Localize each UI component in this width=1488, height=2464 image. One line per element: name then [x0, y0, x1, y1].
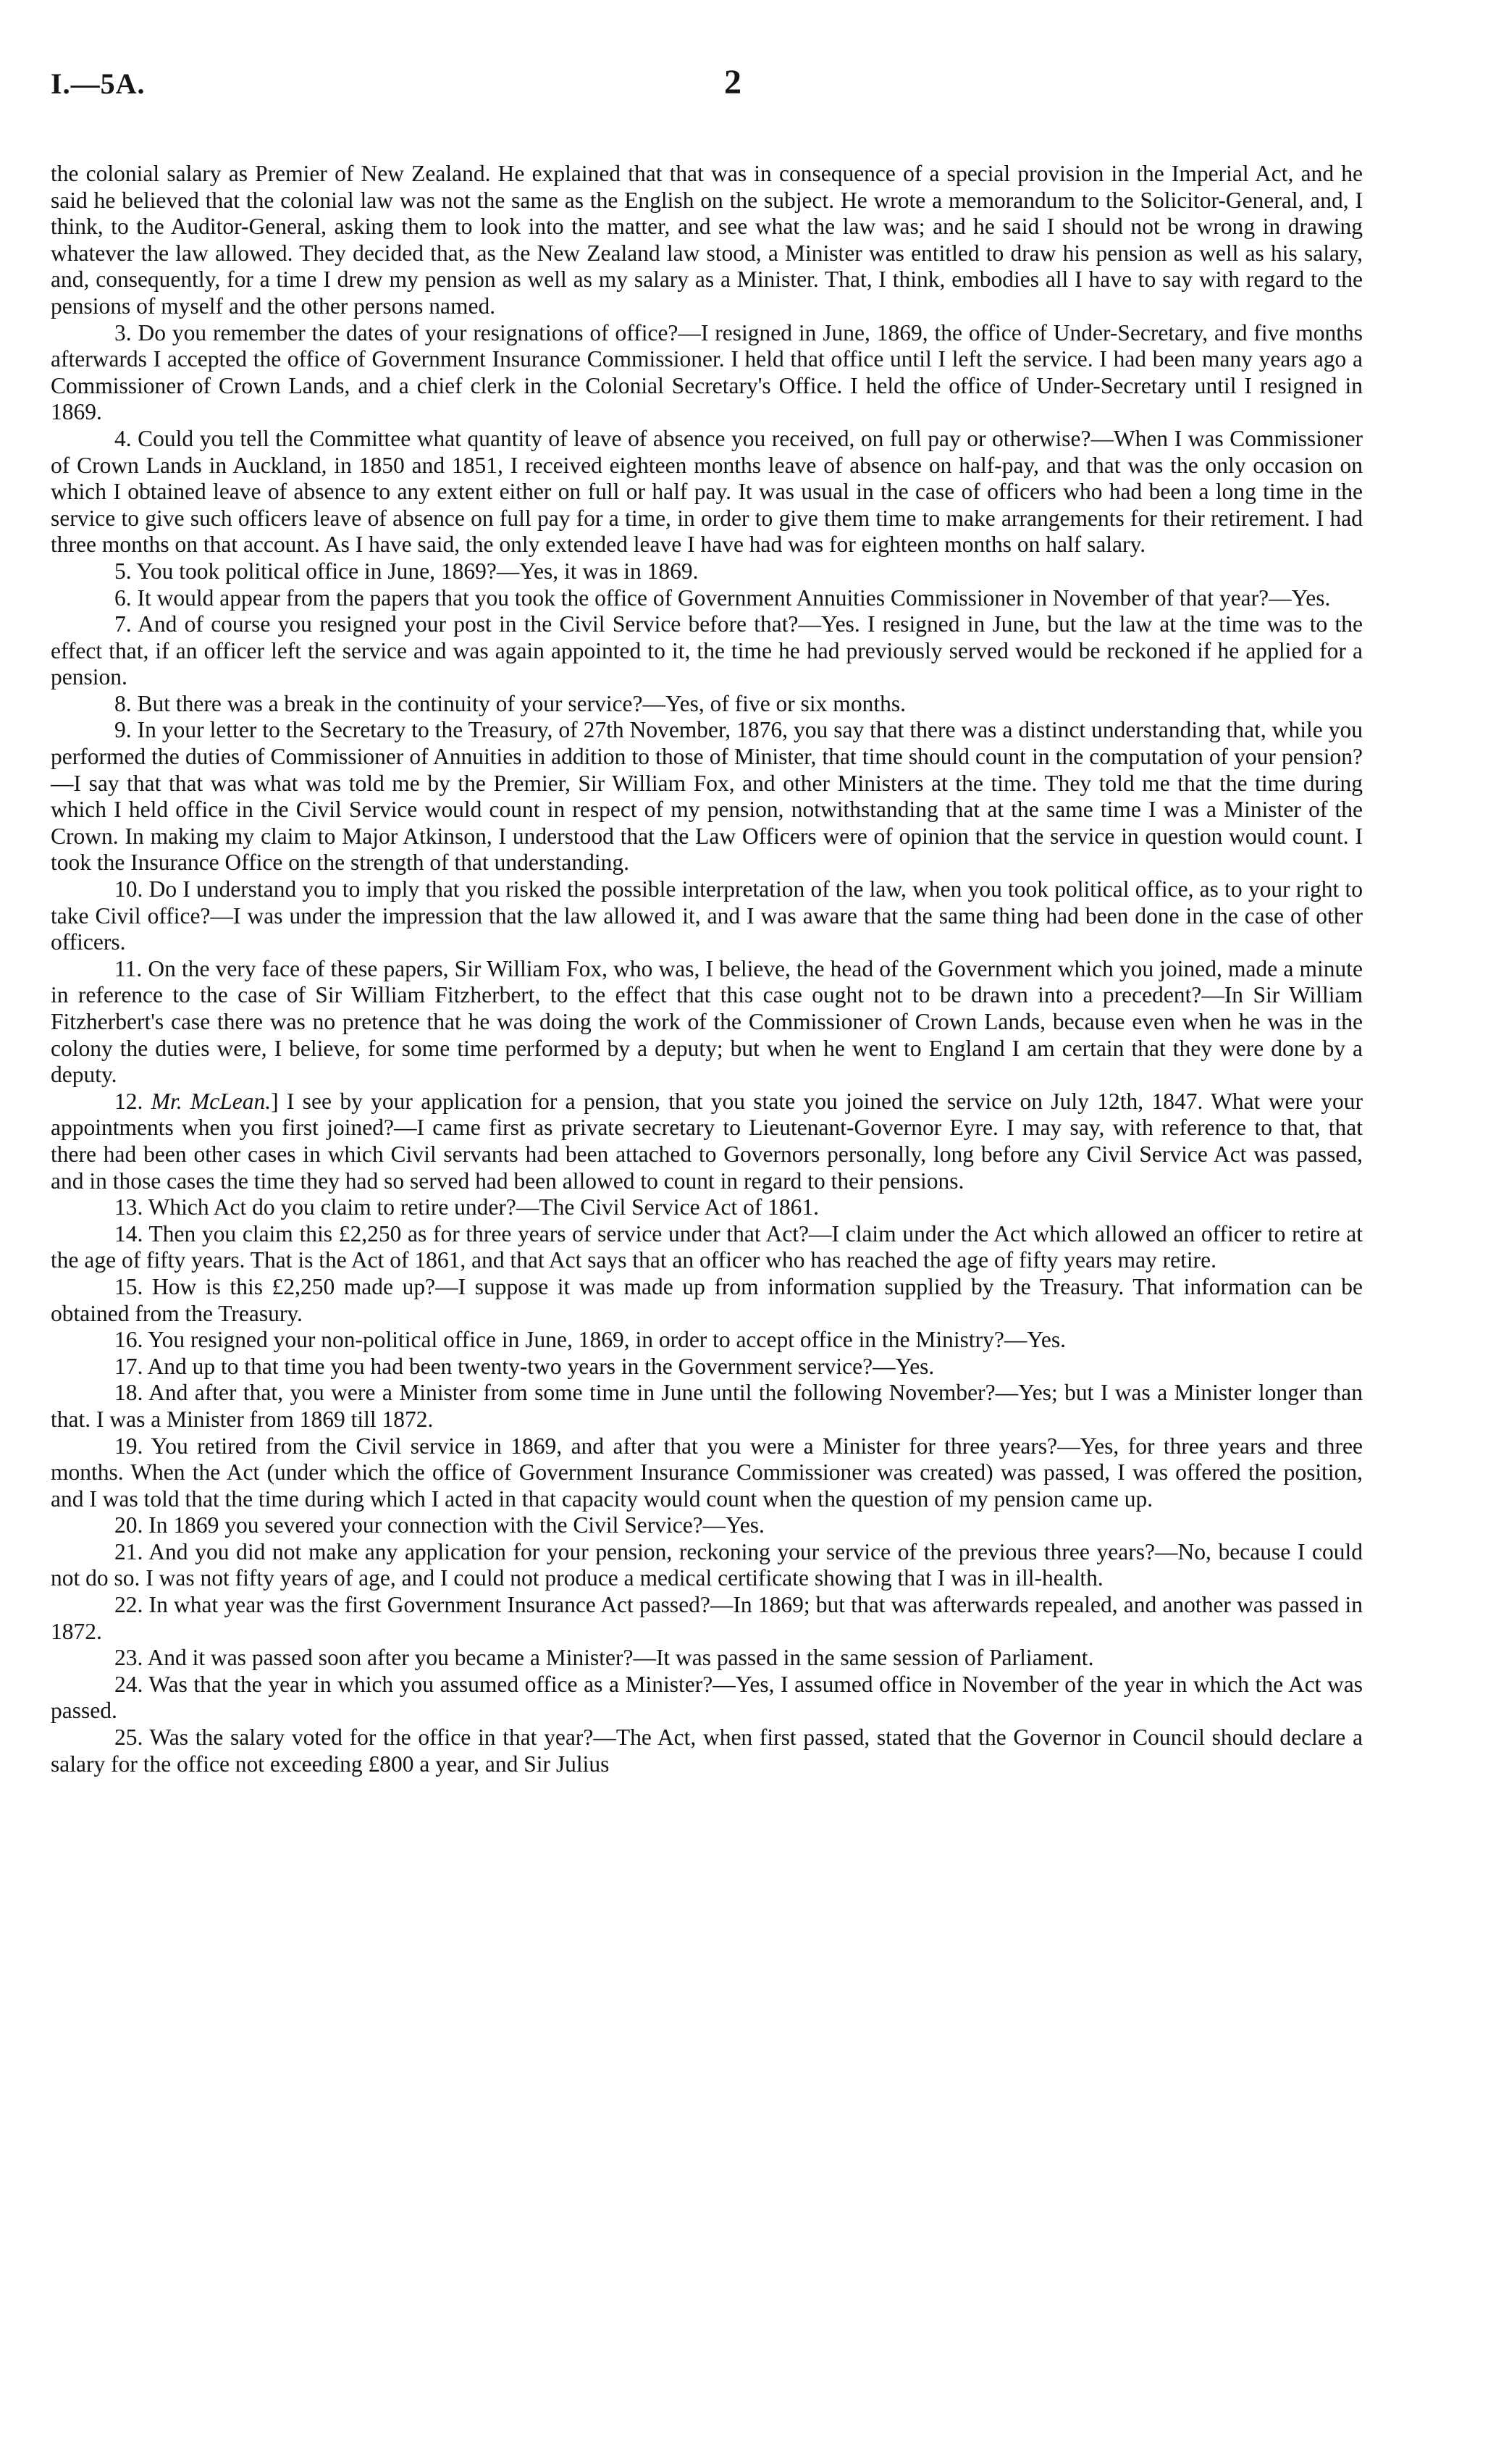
question-21: 21. And you did not make any application for your pension, reckoning your service of the previous three years?—No, because I could not do so. I was not fifty years of age, and I could not produce a medical certificate showing that I was in ill-health. [51, 1538, 1363, 1591]
minutes-of-evidence [51, 161, 1363, 1777]
question-23: 23. And it was passed soon after you became a Minister?—It was passed in the same session of Parliament. [114, 1645, 1094, 1671]
question-22: 22. In what year was the first Government Insurance Act passed?—In 1869; but that was afterwards repealed, and another was passed in 1872. [51, 1592, 1363, 1644]
document-reference: I.—5A. [51, 67, 146, 100]
question-8: 8. But there was a break in the continuity of your service?—Yes, of five or six months. [114, 690, 906, 716]
question-12 [51, 1089, 1363, 1194]
question-13: 13. Which Act do you claim to retire under?—The Civil Service Act of 1861. [114, 1194, 820, 1220]
speaker-name: Mr. McLean. [151, 1088, 272, 1114]
question-9: 9. In your letter to the Secretary to the Treasury, of 27th November, 1876, you say that there was a distinct understanding that, while you performed the duties of Commissioner of Annuities in addition to those of Minister, that time should count in the computation of your pension?—I say that that was what was told me by the Premier, Sir William Fox, and other Ministers at the time. They told me that the time during which I held office in the Civil Service would count in respect of my pension, notwithstanding that at the same time I was a Minister of the Crown. In making my claim to Major Atkinson, I understood that the Law Officers were of opinion that the service in question would count. I took the Insurance Office on the strength of that understanding. [51, 717, 1363, 876]
question-24: 24. Was that the year in which you assumed office as a Minister?—Yes, I assumed office in November of the year in which the Act was passed. [51, 1671, 1363, 1724]
question-16: 16. You resigned your non-political office in June, 1869, in order to accept office in the Ministry?—Yes. [114, 1327, 1067, 1353]
paragraph-continued: the colonial salary as Premier of New Zealand. He explained that that was in consequence of a special provision in the Imperial Act, and he said he believed that the colonial law was not the same as the English on the subject. He wrote a memorandum to the Solicitor-General, and, I think, to the Auditor-General, asking them to look into the matter, and see what the law was; and he said I should not be wrong in drawing whatever the law allowed. They decided that, as the New Zealand law stood, a Minister was entitled to draw his pension as well as his salary, and, consequently, for a time I drew my pension as well as my salary as a Minister. That, I think, embodies all I have to say with regard to the pensions of myself and the other persons named. [51, 161, 1363, 319]
question-3: 3. Do you remember the dates of your resignations of office?—I resigned in June, 1869, the office of Under-Secretary, and five months afterwards I accepted the office of Government Insurance Commissioner. I held that office until I left the service. I had been many years ago a Commissioner of Crown Lands, and a chief clerk in the Colonial Secretary's Office. I held the office of Under-Secretary until I resigned in 1869. [51, 319, 1363, 425]
question-11: 11. On the very face of these papers, Sir William Fox, who was, I believe, the head of the Government which you joined, made a minute in reference to the case of Sir William Fitzherbert, to the effect that this case ought not to be drawn into a precedent?—In Sir William Fitzherbert's case there was no pretence that he was doing the work of the Commissioner of Crown Lands, because even when he was in the colony the duties were, I believe, for some time performed by a deputy; but when he went to England I am certain that they were done by a deputy. [51, 955, 1363, 1088]
question-5: 5. You took political office in June, 1869?—Yes, it was in 1869. [114, 558, 699, 584]
question-20: 20. In 1869 you severed your connection with the Civil Service?—Yes. [114, 1512, 765, 1538]
question-7: 7. And of course you resigned your post in the Civil Service before that?—Yes. I resigned in June, but the law at the time was to the effect that, if an officer left the service and was again appointed to it, the time he had previously served would be reckoned if he applied for a pension. [51, 611, 1363, 690]
question-12-text: ] I see by your application for a pension, that you state you joined the service on July 12th, 1847. What were your appointments when you first joined?—I came first as private secretary to Lieutenant-Governor Eyre. I may say, with reference to that, that there had been other cases in which Civil servants had been attached to Governors personally, long before any Civil Service Act was passed, and in those cases the time they had so served had been allowed to count in regard to their pensions. [51, 1088, 1363, 1194]
question-10: 10. Do I understand you to imply that you risked the possible interpretation of the law, when you took political office, as to your right to take Civil office?—I was under the impression that the law allowed it, and I was aware that the same thing had been done in the case of other officers. [51, 876, 1363, 955]
page-number: 2 [724, 63, 741, 101]
question-15: 15. How is this £2,250 made up?—I suppose it was made up from information supplied by the Treasury. That information can be obtained from the Treasury. [51, 1273, 1363, 1326]
question-4: 4. Could you tell the Committee what quantity of leave of absence you received, on full pay or otherwise?—When I was Commissioner of Crown Lands in Auckland, in 1850 and 1851, I received eighteen months leave of absence on half-pay, and that was the only occasion on which I obtained leave of absence to any extent either on full or half pay. It was usual in the case of officers who had been a long time in the service to give such officers leave of absence on full pay for a time, in order to give them time to make arrangements for their retirement. I had three months on that account. As I have said, the only extended leave I have had was for eighteen months on half salary. [51, 425, 1363, 558]
question-14: 14. Then you claim this £2,250 as for three years of service under that Act?—I claim under the Act which allowed an officer to retire at the age of fifty years. That is the Act of 1861, and that Act says that an officer who has reached the age of fifty years may retire. [51, 1220, 1363, 1273]
question-6: 6. It would appear from the papers that you took the office of Government Annuities Commissioner in November of that year?—Yes. [114, 584, 1331, 611]
question-25: 25. Was the salary voted for the office in that year?—The Act, when first passed, stated that the Governor in Council should declare a salary for the office not exceeding £800 a year, and Sir Julius [51, 1725, 1363, 1777]
question-18: 18. And after that, you were a Minister from some time in June until the following November?—Yes; but I was a Minister longer than that. I was a Minister from 1869 till 1872. [51, 1380, 1363, 1432]
question-12-number: 12. [114, 1088, 151, 1114]
page-header [51, 63, 1363, 117]
document-page [51, 63, 1363, 1777]
question-17: 17. And up to that time you had been twenty-two years in the Government service?—Yes. [114, 1353, 935, 1379]
question-19: 19. You retired from the Civil service in 1869, and after that you were a Minister for three years?—Yes, for three years and three months. When the Act (under which the office of Government Insurance Commissioner was created) was passed, I was offered the position, and I was told that the time during which I acted in that capacity would count when the question of my pension came up. [51, 1433, 1363, 1512]
